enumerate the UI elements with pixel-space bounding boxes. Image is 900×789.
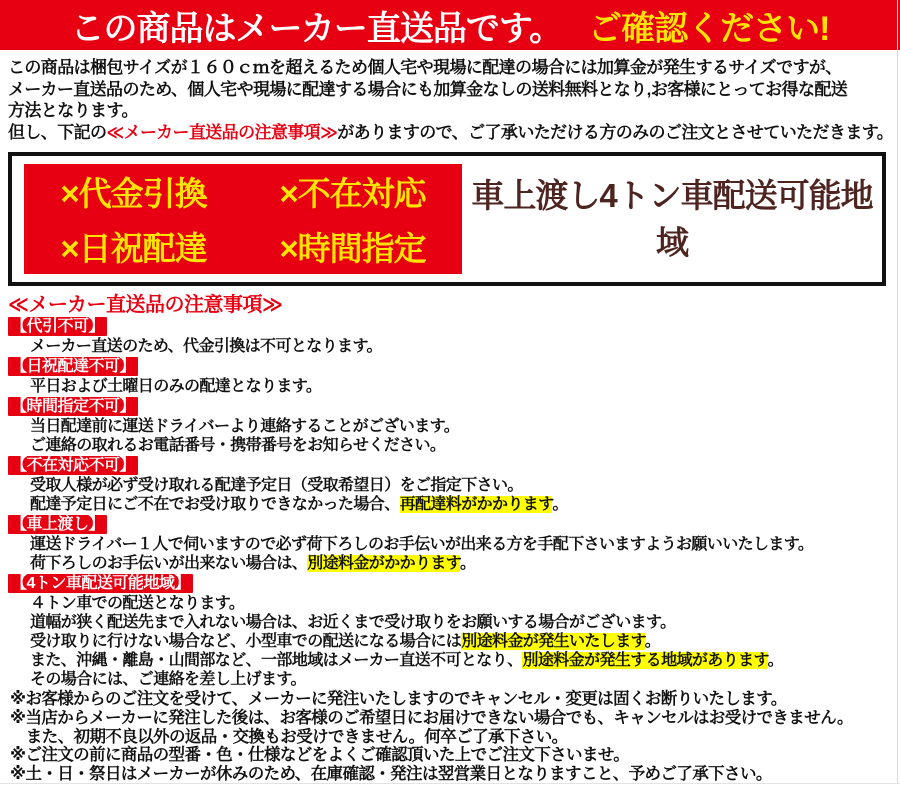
text-segment: 配達予定日にご不在でお受け取りできなかった場合、 [30, 496, 400, 513]
notice-heading: ≪メーカー直送品の注意事項≫ [8, 294, 283, 316]
page-bottom-edge [0, 783, 900, 784]
footnote-line [10, 709, 898, 728]
notice-line [8, 417, 898, 436]
text-segment: 道幅が狭く配送先まで入れない場合は、お近くまで受け取りをお願いする場合がございます。 [30, 614, 676, 631]
highlighted-text: 別途料金がかかります [307, 555, 460, 572]
text-segment: ※ご注文の前に商品の型番・色・仕様などをよくご確認頂いた上でご注文下さいませ。 [10, 746, 630, 765]
notice-line [8, 613, 898, 632]
notice-line [8, 436, 898, 455]
text-segment: ※お客様からのご注文を受けて、メーカーに発注いたしますのでキャンセル・変更は固くお断りいたします。 [10, 690, 787, 708]
text-segment: 受け取りに行けない場合など、小型車での配送になる場合には [30, 633, 462, 650]
notice-label-chip: 【代引不可】 [8, 317, 107, 336]
notice-line [8, 651, 898, 670]
footnote-line [10, 746, 898, 765]
notice-line [8, 535, 898, 554]
intro-line [8, 57, 898, 79]
text-segment: 受取人様が必ず受け取れる配達予定日（受取希望日）をご指定下さい。 [30, 477, 523, 494]
notice-line [8, 377, 898, 396]
notice-line [8, 594, 898, 613]
direct-shipping-box [8, 152, 886, 286]
text-segment: 平日および土曜日のみの配達となります。 [30, 378, 322, 395]
text-segment: ４トン車での配送となります。 [30, 595, 245, 612]
footnote-line [10, 728, 898, 747]
delivery-line: 車上渡し [471, 177, 600, 214]
text-segment: 方法となります。 [8, 101, 138, 120]
top-banner [0, 0, 900, 50]
restriction-item: ×代金引換 [60, 175, 207, 212]
notice-label-row [8, 397, 898, 417]
notice-label-chip: 【車上渡し】 [8, 515, 107, 534]
intro-line [8, 79, 898, 101]
page-right-edge [897, 0, 898, 783]
intro-line [8, 100, 898, 122]
red-emphasis-text: ≪メーカー直送品の注意事項≫ [106, 122, 338, 142]
notice-line [8, 554, 898, 573]
restrictions-panel [24, 164, 462, 274]
text-segment: この商品は梱包サイズが１６０ｃｍを超えるため個人宅や現場に配達の場合には加算金が発生するサイズですが、 [8, 58, 842, 77]
notice-label-row [8, 515, 898, 535]
footnotes [10, 690, 898, 784]
text-segment: 。 [644, 633, 661, 650]
text-segment: また、初期不良以外の返品・交換もお受けできません。何卒ご了承下さい。 [10, 727, 568, 746]
notice-line [8, 495, 898, 514]
intro-paragraph [8, 57, 898, 143]
text-segment: 但し、下記の [8, 122, 107, 142]
notice-label-row [8, 317, 898, 337]
text-segment: 。 [767, 652, 784, 669]
highlighted-text: 再配達料がかかります [399, 496, 553, 513]
text-segment: 当日配達前に運送ドライバーより連絡することがございます。 [30, 418, 460, 435]
notice-label-chip: 【不在対応不可】 [8, 456, 138, 475]
text-segment: 。 [459, 555, 476, 572]
highlighted-text: 別途料金が発生いたします [461, 633, 645, 650]
text-segment: 荷下ろしのお手伝いが出来ない場合は、 [30, 555, 308, 572]
intro-line [8, 122, 898, 144]
text-segment: ご連絡の取れるお電話番号・携帯番号をお知らせください。 [30, 437, 446, 454]
restriction-item: ×不在対応 [279, 175, 426, 212]
text-segment: ※当店からメーカーに発注した後は、お客様のご希望日にお届けできない場合でも、キャンセルはお受けできません。 [10, 708, 853, 727]
notice-label-row [8, 357, 898, 377]
notice-label-row [8, 456, 898, 476]
footnote-line [10, 690, 898, 709]
text-segment: また、沖縄・離島・山間部など、一部地域はメーカー直送不可となり、 [30, 652, 523, 669]
notice-label-chip: 【日祝配達不可】 [8, 357, 138, 376]
banner-confirm-text: ご確認ください! [588, 9, 830, 48]
notice-line [8, 476, 898, 495]
text-segment: メーカー直送のため、代金引換は不可となります。 [30, 338, 382, 355]
text-segment: メーカー直送品のため、個人宅や現場に配達する場合にも加算金なしの送料無料となり,お客様にとってお得な配送 [8, 79, 848, 99]
notice-line [8, 670, 898, 689]
notice-label-chip: 【4トン車配送可能地域】 [8, 574, 193, 593]
notice-line [8, 337, 898, 356]
text-segment: その場合には、ご連絡を差し上げます。 [30, 671, 306, 688]
notice-section [8, 294, 898, 689]
highlighted-text: 別途料金が発生する地域があります [522, 652, 768, 669]
text-segment: 運送ドライバー１人で伺いますので必ず荷下ろしのお手伝いが出来る方を手配下さいますようお願いいたします。 [30, 536, 814, 553]
notice-line [8, 632, 898, 651]
banner-title-text: この商品はメーカー直送品です。 [70, 9, 563, 48]
footnote-line [10, 765, 898, 784]
delivery-method-text [462, 172, 882, 266]
restriction-item: ×日祝配達 [60, 230, 207, 267]
restriction-item: ×時間指定 [279, 230, 426, 267]
text-segment: 。 [552, 496, 568, 513]
text-segment: ※土・日・祭日はメーカーが休みのため、在庫確認・発注は翌営業日となりますこと、予めご了承下さい。 [10, 765, 772, 784]
text-segment: がありますので、ご了承いただける方のみのご注文とさせていただきます。 [337, 122, 894, 142]
notice-items [8, 317, 898, 689]
delivery-line: 4トン車配送可能地域 [599, 177, 873, 261]
notice-label-chip: 【時間指定不可】 [8, 397, 138, 416]
notice-label-row [8, 574, 898, 594]
